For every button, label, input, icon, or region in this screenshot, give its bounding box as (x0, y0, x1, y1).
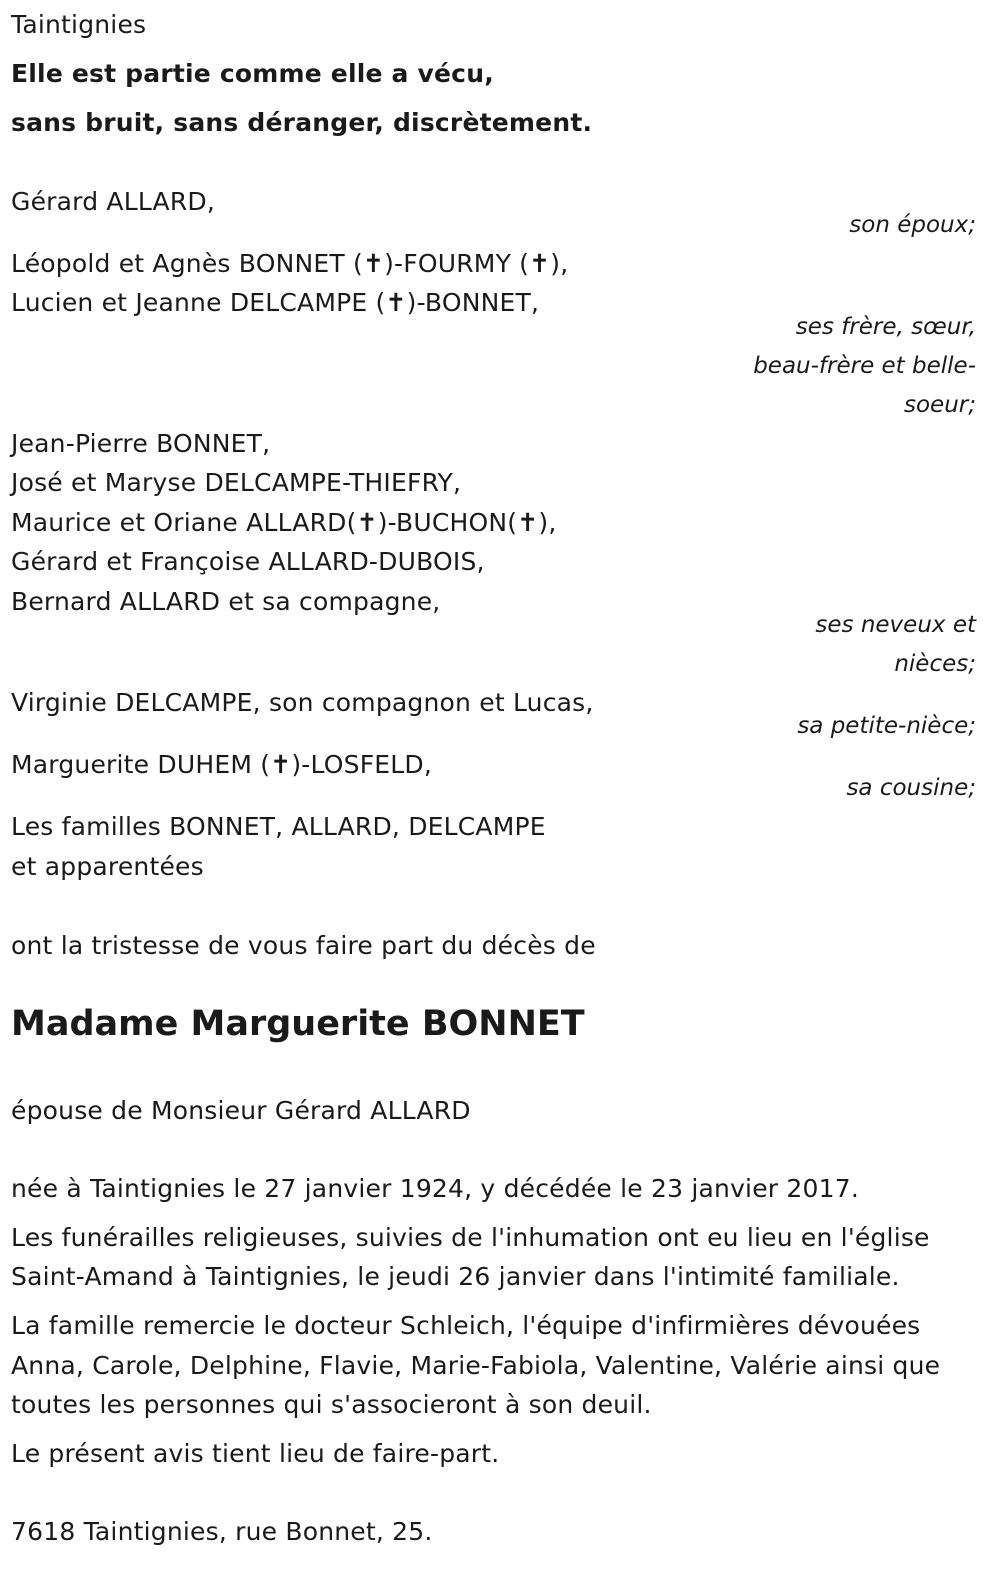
nephew-name-5: Bernard ALLARD et sa compagne, (11, 587, 441, 616)
address-line: 7618 Taintignies, rue Bonnet, 25. (11, 1517, 433, 1546)
birth-death-line: née à Taintignies le 27 janvier 1924, y décédée le 23 janvier 2017. (11, 1174, 859, 1203)
funeral-line-1: Les funérailles religieuses, suivies de l'inhumation ont eu lieu en l'église (11, 1223, 930, 1252)
announcement: ont la tristesse de vous faire part du décès de (11, 931, 596, 960)
sibling-name-1: Léopold et Agnès BONNET (✝)-FOURMY (✝), (11, 249, 569, 278)
nephew-name-4: Gérard et Françoise ALLARD-DUBOIS, (11, 547, 485, 576)
grandniece-name: Virginie DELCAMPE, son compagnon et Lucas, (11, 688, 594, 717)
nephew-name-2: José et Maryse DELCAMPE-THIEFRY, (11, 468, 462, 497)
cousin-name: Marguerite DUHEM (✝)-LOSFELD, (11, 750, 432, 779)
deceased-name: Madame Marguerite BONNET (11, 1004, 585, 1044)
notice-line: Le présent avis tient lieu de faire-part. (11, 1439, 500, 1468)
nephews-relation-line-2: nièces; (894, 651, 976, 677)
location-header: Taintignies (11, 10, 147, 39)
spouse-relation: son époux; (849, 212, 976, 238)
spouse-name: Gérard ALLARD, (11, 187, 216, 216)
nephew-name-1: Jean-Pierre BONNET, (11, 429, 271, 458)
families-line-1: Les familles BONNET, ALLARD, DELCAMPE (11, 812, 546, 841)
thanks-line-1: La famille remercie le docteur Schleich, l'équipe d'infirmières dévouées (11, 1311, 921, 1340)
deceased-spouse-line: épouse de Monsieur Gérard ALLARD (11, 1096, 471, 1125)
siblings-relation-line-1: ses frère, sœur, (795, 314, 976, 340)
grandniece-relation: sa petite-nièce; (797, 713, 976, 739)
families-line-2: et apparentées (11, 852, 204, 881)
thanks-line-3: toutes les personnes qui s'associeront à son deuil. (11, 1390, 652, 1419)
funeral-line-2: Saint-Amand à Taintignies, le jeudi 26 janvier dans l'intimité familiale. (11, 1262, 900, 1291)
epigraph-line-1: Elle est partie comme elle a vécu, (11, 59, 494, 88)
cousin-relation: sa cousine; (846, 775, 976, 801)
epigraph-line-2: sans bruit, sans déranger, discrètement. (11, 108, 593, 137)
nephew-name-3: Maurice et Oriane ALLARD(✝)-BUCHON(✝), (11, 508, 557, 537)
nephews-relation-line-1: ses neveux et (815, 612, 976, 638)
siblings-relation-line-2: beau-frère et belle- (753, 353, 976, 379)
thanks-line-2: Anna, Carole, Delphine, Flavie, Marie-Fabiola, Valentine, Valérie ainsi que (11, 1351, 941, 1380)
siblings-relation-line-3: soeur; (904, 392, 976, 418)
sibling-name-2: Lucien et Jeanne DELCAMPE (✝)-BONNET, (11, 288, 540, 317)
